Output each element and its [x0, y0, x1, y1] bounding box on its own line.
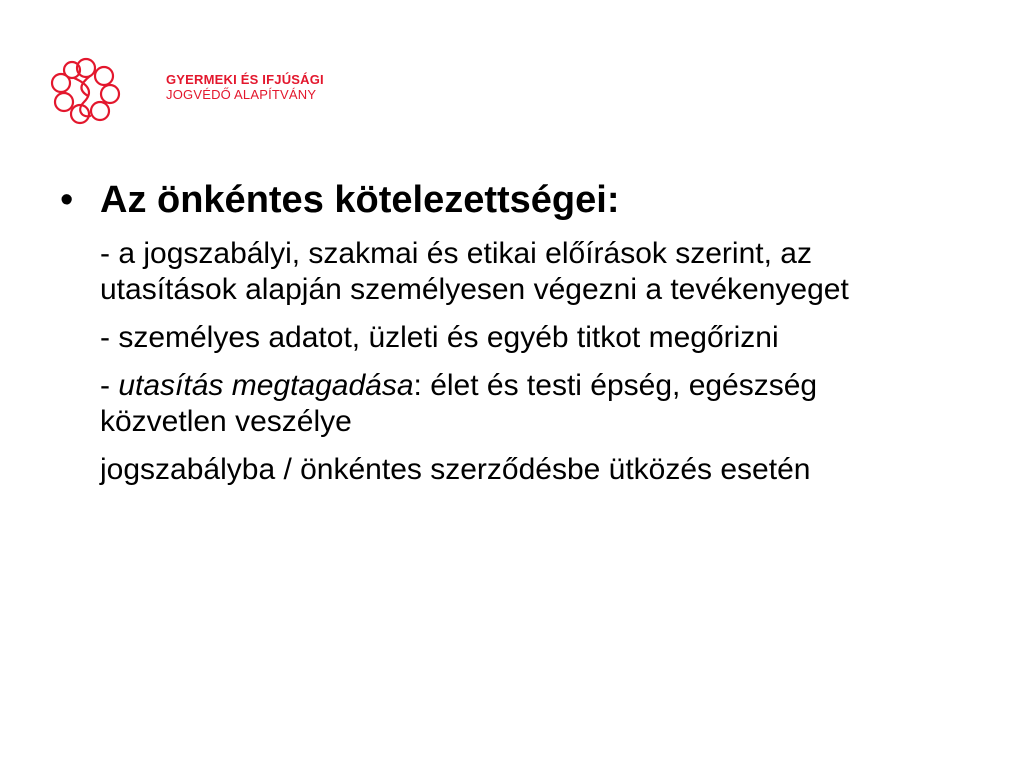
logo-text: [166, 73, 324, 103]
obligation-item-2: - személyes adatot, üzleti és egyéb titkot megőrizni: [100, 320, 779, 354]
slide-heading: Az önkéntes kötelezettségei:: [100, 179, 620, 221]
slide-content: [60, 180, 960, 500]
swirl-flower-logo-icon: [44, 56, 128, 126]
bullet-heading-row: [60, 180, 960, 222]
obligation-item-3-prefix: -: [100, 368, 119, 402]
obligation-item-4: jogszabályba / önkéntes szerződésbe ütközés esetén: [100, 452, 811, 486]
logo-title-line-1: GYERMEKI ÉS IFJÚSÁGI: [166, 72, 324, 87]
bullet-marker: •: [60, 179, 74, 221]
obligation-item-1: - a jogszabályi, szakmai és etikai előírások szerint, az utasítások alapján személyesen végezni a tevékenyeget: [100, 236, 849, 306]
obligation-item-3-rest: : élet és testi épség, egészség közvetlen veszélye: [100, 368, 818, 438]
obligation-item-3: [100, 368, 900, 440]
logo-title-line-2: JOGVÉDŐ ALAPÍTVÁNY: [166, 86, 317, 102]
obligation-item-3-emphasis: utasítás megtagadása: [118, 368, 414, 402]
organization-logo: [44, 56, 334, 126]
obligation-list: [100, 236, 960, 488]
